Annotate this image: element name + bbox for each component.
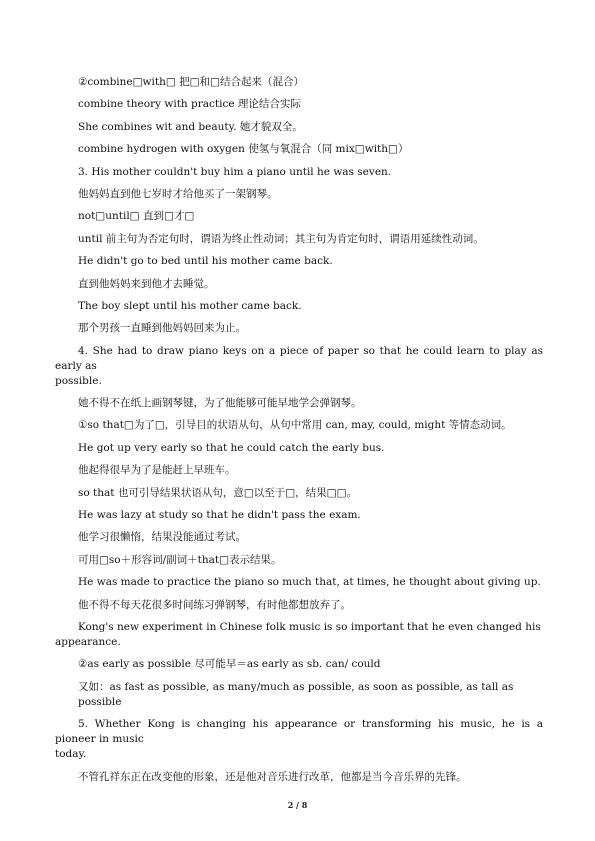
text-line: He was made to practice the piano so much that, at times, he thought about giving up. [78, 576, 541, 589]
text-line-continuation: appearance. [55, 635, 121, 648]
text-line-main: 4. She had to draw piano keys on a piece of paper so that he could learn to play as early as [55, 344, 543, 372]
text-line: not□until□ 直到□才□ [78, 210, 195, 223]
text-line: so that 也可引导结果状语从句，意□以至于□，结果□□。 [78, 486, 358, 499]
text-line: 他不得不每天花很多时间练习弹钢琴，有时他都想放弃了。 [78, 598, 351, 611]
document-body [55, 75, 543, 792]
text-line: 可用□so＋形容词/副词＋that□表示结果。 [78, 553, 282, 566]
text-line: until 前主句为否定句时，谓语为终止性动词；其主句为肯定句时，谓语用延续性动词。 [78, 232, 484, 245]
text-line: 3. His mother couldn't buy him a piano until he was seven. [78, 165, 392, 178]
text-line: 那个男孩一直睡到他妈妈回来为止。 [78, 322, 246, 335]
text-line: He got up very early so that he could catch the early bus. [78, 441, 385, 454]
text-line: 又如：as fast as possible, as many/much as possible, as soon as possible, as tall as possible [78, 680, 514, 708]
text-line: 直到他妈妈来到他才去睡觉。 [78, 277, 215, 290]
text-line: 他学习很懒惰，结果没能通过考试。 [78, 531, 246, 544]
text-line: ①so that□为了□，引导目的状语从句，从句中常用 can, may, could, might 等情态动词。 [78, 419, 512, 432]
text-line: ②as early as possible 尽可能早＝as early as sb. can/ could [78, 658, 381, 671]
text-line-main: 5. Whether Kong is changing his appearance or transforming his music, he is a pioneer in music [55, 718, 543, 746]
text-line: 他起得很早为了是能赶上早班车。 [78, 464, 236, 477]
text-line-continuation: possible. [55, 374, 102, 387]
page-number: 2 / 8 [287, 800, 308, 810]
text-line: ②combine□with□ 把□和□结合起来（混合） [78, 76, 304, 88]
text-line-main: Kong's new experiment in Chinese folk music is so important that he even changed his [78, 620, 541, 633]
text-line: 不管孔祥东正在改变他的形象，还是他对音乐进行改革，他都是当今音乐界的先锋。 [78, 770, 467, 783]
text-line-continuation: today. [55, 748, 87, 761]
text-line: combine hydrogen with oxygen 使氢与氧混合（同 mix□with□） [78, 143, 409, 156]
text-line: 他妈妈直到他七岁时才给他买了一架钢琴。 [78, 187, 278, 200]
text-line: He was lazy at study so that he didn't pass the exam. [78, 509, 361, 522]
text-line [55, 717, 543, 762]
text-line [55, 344, 543, 389]
text-line: The boy slept until his mother came back. [78, 299, 302, 312]
text-line: He didn't go to bed until his mother came back. [78, 255, 333, 268]
text-line [55, 620, 543, 650]
text-line: She combines wit and beauty. 她才貌双全。 [78, 120, 303, 133]
text-line: combine theory with practice 理论结合实际 [78, 98, 301, 111]
text-line: 她不得不在纸上画钢琴键，为了他能够可能早地学会弹钢琴。 [78, 397, 362, 410]
